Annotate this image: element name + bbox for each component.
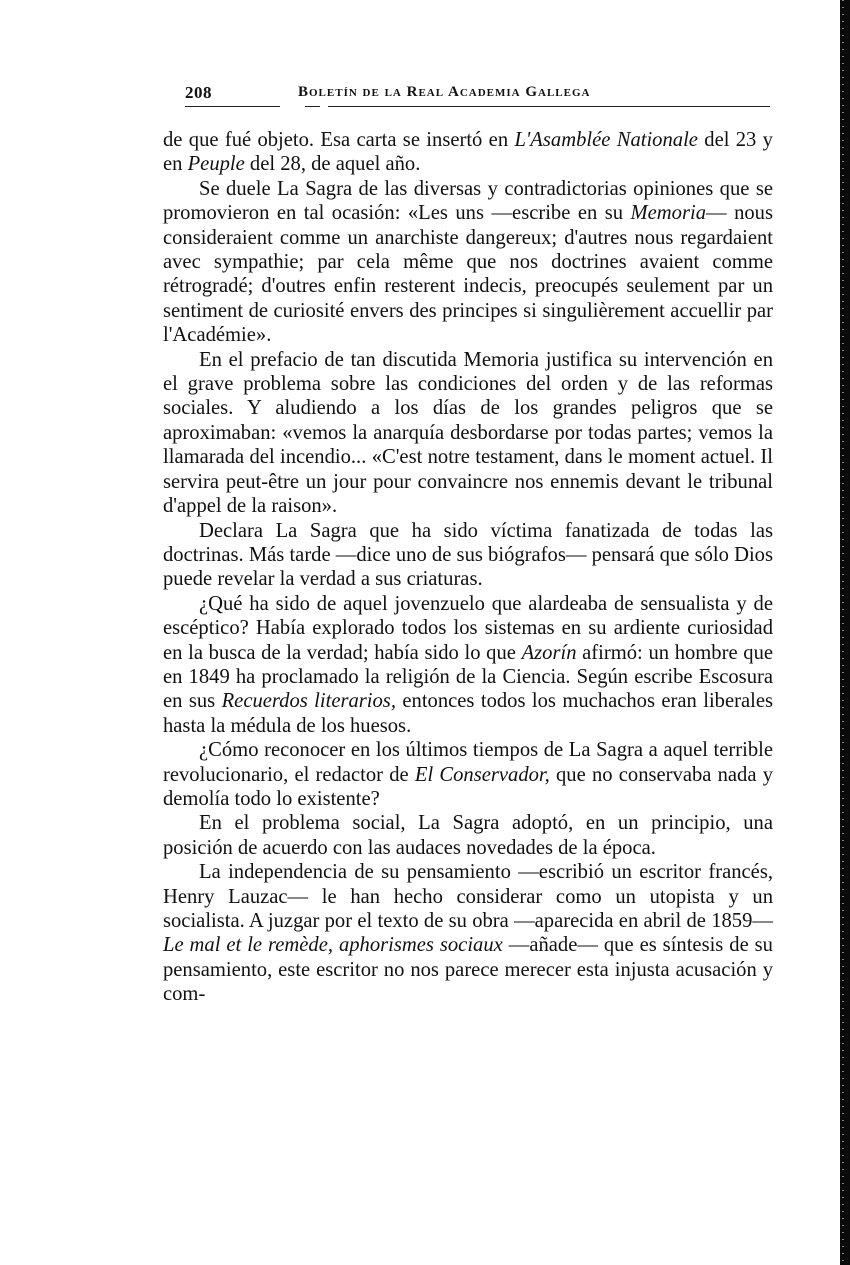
paragraph	[163, 738, 773, 811]
page-number: 208	[185, 83, 212, 102]
text-run: En el problema social, La Sagra adoptó, en un principio, una posición de acuerdo con las audaces novedades de la época.	[163, 812, 773, 859]
running-title: Boletín de la Real Academia Gallega	[298, 84, 591, 100]
paragraph	[163, 128, 773, 177]
text-run: En el prefacio de tan discutida Memoria justifica su intervención en el grave problema sobre las condiciones del orden y de las reformas sociales. Y aludiendo a los días de los grandes peligros que se aproximaban: «vemos la anarquía desbordarse por todas partes; vemos la llamarada del incendio... «C'est notre testament, dans le moment actuel. Il servira peut-être un jour pour convaincre nos ennemis devant le tribunal d'appel de la raison».	[163, 348, 773, 518]
italic-title: Azorín	[521, 641, 577, 664]
paragraph	[163, 348, 773, 519]
running-header	[185, 80, 770, 110]
text-run: del 23 y en	[163, 129, 773, 176]
text-run: —añade— que es síntesis de su pensamiento, este escritor no nos parece merecer esta injusta acusación y com-	[163, 934, 773, 1006]
paragraph	[163, 860, 773, 1006]
italic-title: Le mal et le remède, aphorismes sociaux	[163, 934, 503, 957]
italic-title: Memoria	[630, 202, 707, 225]
paragraph	[163, 177, 773, 348]
text-run: ¿Qué ha sido de aquel jovenzuelo que alardeaba de sensualista y de escéptico? Había explorado todos los sistemas en su ardiente curiosidad en la busca de la verdad; había sido lo que	[163, 592, 773, 664]
text-run: Declara La Sagra que ha sido víctima fanatizada de todas las doctrinas. Más tarde —dice uno de sus biógrafos— pensará que sólo Dios puede revelar la verdad a sus criaturas.	[163, 519, 773, 591]
text-run: La independencia de su pensamiento —escribió un escritor francés, Henry Lauzac— le han hecho considerar como un utopista y un socialista. A juzgar por el texto de su obra —aparecida en abril de 1859—	[163, 861, 773, 932]
header-rule	[305, 106, 320, 107]
text-run: ¿Cómo reconocer en los últimos tiempos de La Sagra a aquel terrible revolucionario, el redactor de	[163, 739, 773, 786]
text-run: entonces todos los muchachos eran liberales hasta la médula de los huesos.	[163, 690, 773, 737]
italic-title: L'Asamblée Nationale	[514, 129, 698, 151]
italic-title: El Conservador,	[414, 763, 550, 786]
text-run: Se duele La Sagra de las diversas y contradictorias opiniones que se promovieron en tal ocasión: «Les uns —escribe en su	[163, 177, 773, 225]
paragraph	[163, 519, 773, 592]
paragraph	[163, 592, 773, 738]
paragraph	[163, 811, 773, 860]
text-run: del 28, de aquel año.	[244, 153, 421, 176]
body-text	[163, 128, 773, 1007]
text-run: que no conservaba nada y demolía todo lo existente?	[163, 763, 774, 810]
text-run: de que fué objeto. Esa carta se insertó en	[163, 129, 515, 151]
scan-border	[840, 0, 850, 1265]
header-rule	[185, 106, 280, 107]
header-rule	[328, 106, 770, 107]
italic-title: Peuple	[187, 153, 245, 176]
text-run: — nous consideraient comme un anarchiste dangereux; d'autres nous regardaient avec sympathie; par cela même que nos doctrines avaient comme rétrogradé; d'outres enfin resterent indecis, preocupés seulement par un sentiment de curiosité envers des principes si singulièrement accuellir par l'Académie».	[163, 202, 773, 347]
text-run: afirmó: un hombre que en 1849 ha proclamado la religión de la Ciencia. Según escribe Escosura en sus	[163, 641, 774, 713]
italic-title: Recuerdos literarios,	[221, 690, 396, 713]
